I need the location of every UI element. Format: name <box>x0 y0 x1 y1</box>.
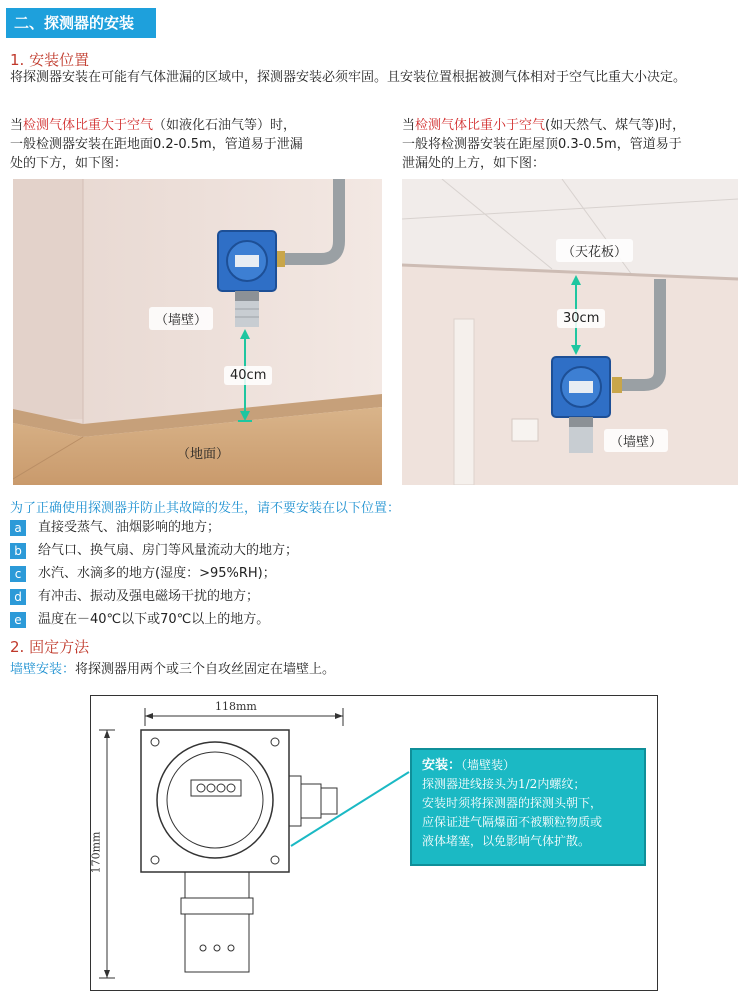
left-wall-label: （墙壁） <box>149 307 213 330</box>
lighter-prefix: 当 <box>402 118 416 133</box>
section-header: 二、探测器的安装 <box>6 8 156 38</box>
warning-item-text: 直接受蒸气、油烟影响的地方； <box>38 520 221 535</box>
warning-badge: c <box>10 566 26 582</box>
heavier-prefix: 当 <box>10 118 24 133</box>
fixing-description <box>10 660 335 679</box>
ceiling-mount-illustration <box>402 179 738 485</box>
left-distance-label: 40cm <box>224 366 272 385</box>
warning-item <box>10 587 259 607</box>
photo-ceiling-mount <box>402 179 738 485</box>
install-callout <box>410 748 646 866</box>
callout-line: 探测器进线接头为1/2内螺纹； <box>422 777 586 791</box>
width-label: 118mm <box>215 700 257 713</box>
warning-item <box>10 541 298 561</box>
warning-item <box>10 518 220 538</box>
callout-line: 液体堵塞，以免影响气体扩散。 <box>422 834 591 848</box>
install-position-heading: 1. 安装位置 <box>10 51 90 69</box>
photo-floor-mount <box>13 179 382 485</box>
warning-item-text: 给气口、换气扇、房门等风量流动大的地方； <box>38 543 299 558</box>
warning-title: 为了正确使用探测器并防止其故障的发生，请不要安装在以下位置： <box>10 501 401 516</box>
callout-line: 应保证进气隔爆面不被颗粒物质或 <box>422 815 603 829</box>
lighter-highlight: 检测气体比重小于空气 <box>415 118 546 133</box>
fixing-text: 将探测器用两个或三个自攻丝固定在墙壁上。 <box>75 662 336 677</box>
lighter-gas-description <box>402 116 747 173</box>
floor-mount-illustration <box>13 179 382 485</box>
lighter-line3: 泄漏处的上方，如下图： <box>402 156 546 171</box>
warning-item <box>10 564 276 584</box>
heavier-highlight: 检测气体比重大于空气 <box>23 118 154 133</box>
right-distance-label: 30cm <box>557 309 605 328</box>
warning-item-text: 有冲击、振动及强电磁场干扰的地方； <box>38 589 260 604</box>
warning-item <box>10 610 269 630</box>
warning-badge: b <box>10 543 26 559</box>
warning-badge: e <box>10 612 26 628</box>
warning-item-text: 水汽、水滴多的地方(湿度：>95%RH)； <box>38 566 276 581</box>
floor-label: （地面） <box>177 447 230 462</box>
callout-line: 安装时须将探测器的探测头朝下， <box>422 796 603 810</box>
fixing-heading: 2. 固定方法 <box>10 638 90 656</box>
callout-subtitle: （墙壁装） <box>461 758 516 772</box>
warning-badge: a <box>10 520 26 536</box>
height-label: 170mm <box>89 831 103 874</box>
ceiling-label: （天花板） <box>556 239 633 262</box>
heavier-line1-rest: （如液化石油气等）时， <box>153 118 297 133</box>
warning-badge: d <box>10 589 26 605</box>
fixing-label: 墙壁安装： <box>10 662 76 677</box>
lighter-line2: 一般将检测器安装在距屋顶0.3-0.5m，管道易于 <box>402 137 682 152</box>
lighter-line1-rest: (如天然气、煤气等)时， <box>545 118 686 133</box>
heavier-line2: 一般检测器安装在距地面0.2-0.5m，管道易于泄漏 <box>10 137 303 152</box>
heavier-line3: 处的下方，如下图： <box>10 156 128 171</box>
install-position-intro: 将探测器安装在可能有气体泄漏的区域中，探测器安装必须牢固。且安装位置根据被测气体相对于空气比重大小决定。 <box>10 70 687 85</box>
right-wall-label: （墙壁） <box>604 429 668 452</box>
callout-title: 安装： <box>422 758 462 773</box>
heavier-gas-description <box>10 116 380 173</box>
warning-item-text: 温度在－40℃以下或70℃以上的地方。 <box>38 612 270 627</box>
